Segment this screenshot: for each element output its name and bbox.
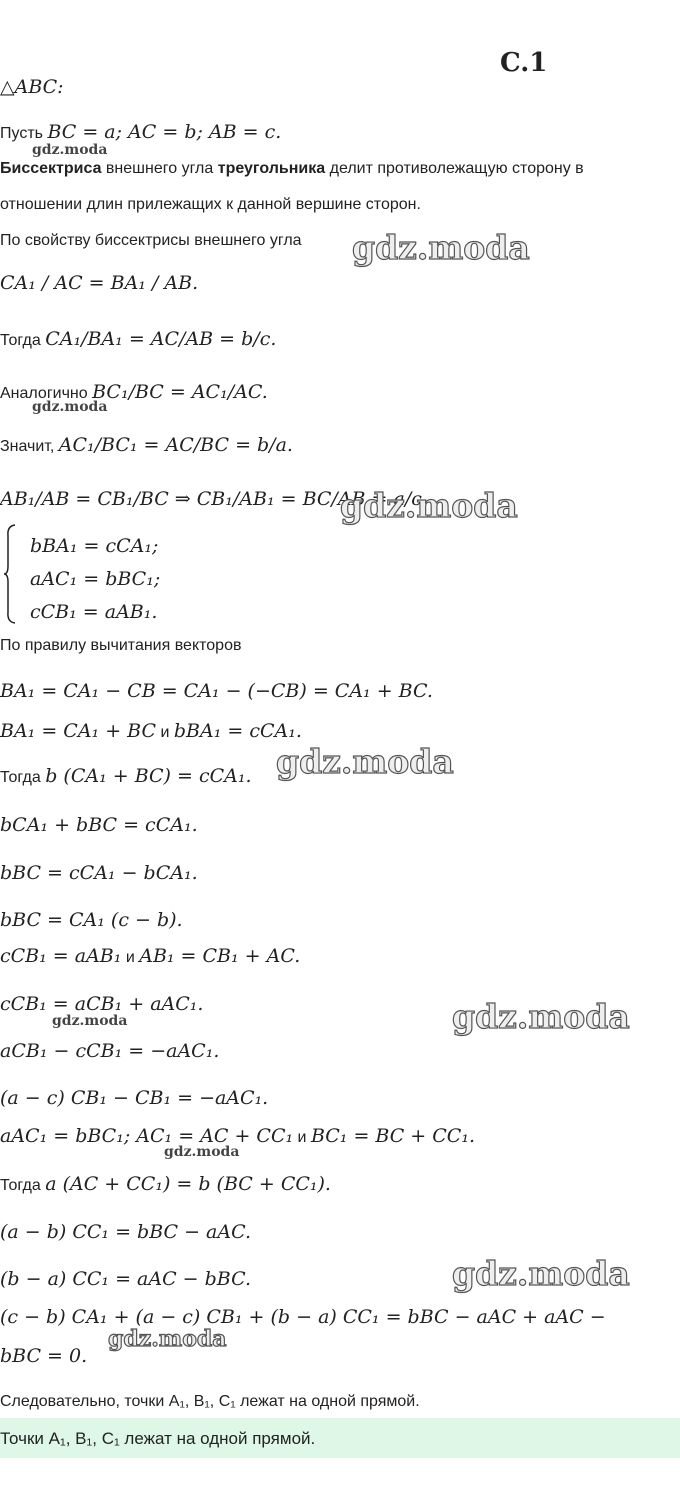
triangle-bold: треугольника — [217, 160, 326, 177]
line-vec7 — [0, 945, 300, 967]
header-fragment: C.1 — [500, 48, 548, 78]
line-vec9: aCB₁ − cCB₁ = −aAC₁. — [0, 1040, 220, 1062]
line-property: По свойству биссектрисы внешнего угла — [0, 232, 302, 249]
system-line-3: cCB₁ = aAB₁. — [30, 601, 158, 623]
line-means — [0, 434, 293, 456]
line-vec3 — [0, 765, 252, 787]
conclusion-text: Следовательно, точки A₁, B₁, C₁ лежат на одной прямой. — [0, 1393, 420, 1410]
vec2-b: bBA₁ = cCA₁. — [173, 720, 302, 742]
line-then1 — [0, 328, 276, 350]
answer-text: Точки A₁, B₁, C₁ лежат на одной прямой. — [0, 1429, 316, 1448]
watermark-logo: gdz.moda — [352, 228, 530, 267]
line-vec8: cCB₁ = aCB₁ + aAC₁. — [0, 993, 204, 1015]
vec3-math: b (CA₁ + BC) = cCA₁. — [45, 765, 252, 787]
vec11-a: aAC₁ = bBC₁; AC₁ = AC + CC₁ — [0, 1125, 294, 1147]
system-line-1: bBA₁ = cCA₁; — [30, 535, 159, 557]
watermark-logo: gdz.moda — [164, 1144, 240, 1160]
vec11-b: BC₁ = BC + CC₁. — [310, 1125, 475, 1147]
system-line-2: aAC₁ = bBC₁; — [30, 568, 161, 590]
vec2-and: и — [156, 724, 174, 741]
watermark-logo: gdz.moda — [52, 1013, 128, 1029]
line-let — [0, 121, 281, 143]
similarly-math: BC₁/BC = AC₁/AC. — [92, 381, 268, 403]
vec11-and: и — [293, 1129, 311, 1146]
vec7-and: и — [121, 949, 140, 966]
line-vec2 — [0, 720, 302, 742]
vec12-text: Тогда — [0, 1177, 46, 1194]
watermark-logo: gdz.moda — [276, 742, 454, 781]
vec7-b: AB₁ = CB₁ + AC. — [139, 945, 301, 967]
means-text: Значит, — [0, 438, 59, 455]
line-bisector — [0, 160, 584, 178]
then1-math: CA₁/BA₁ = AC/AB = b/c. — [45, 328, 277, 350]
watermark-logo: gdz.moda — [32, 399, 108, 415]
line-vec4: bCA₁ + bBC = cCA₁. — [0, 814, 198, 836]
line-vec13: (a − b) CC₁ = bBC − aAC. — [0, 1221, 252, 1243]
vec12-math: a (AC + CC₁) = b (BC + CC₁). — [45, 1173, 331, 1195]
vec7-a: cCB₁ = aAB₁ — [0, 945, 122, 967]
bisector-text2: делит противолежащую сторону в — [325, 160, 584, 177]
similarly-text: Аналогично — [0, 385, 93, 402]
line-triangle: △ABC: — [0, 76, 64, 98]
watermark-logo: gdz.moda — [340, 486, 518, 525]
line-vec6: bBC = CA₁ (c − b). — [0, 909, 183, 931]
line-eq2: AB₁/AB = CB₁/BC ⇒ CB₁/AB₁ = BC/AB = a/c. — [0, 488, 428, 510]
line-vec16: bBC = 0. — [0, 1345, 88, 1367]
line-vec10: (a − c) CB₁ − CB₁ = −aAC₁. — [0, 1087, 269, 1109]
line-conclusion — [0, 1393, 420, 1411]
line-vec15: (c − b) CA₁ + (a − c) CB₁ + (b − a) CC₁ = bBC − aAC + aAC − — [0, 1306, 606, 1328]
line-let-math: BC = a; AC = b; AB = c. — [47, 121, 282, 143]
vec3-text: Тогда — [0, 769, 46, 786]
vec2-a: BA₁ = CA₁ + BC — [0, 720, 157, 742]
line-vec12 — [0, 1173, 331, 1195]
line-vec5: bBC = cCA₁ − bCA₁. — [0, 862, 198, 884]
line-vec1: BA₁ = CA₁ − CB = CA₁ − (−CB) = CA₁ + BC. — [0, 680, 433, 702]
system-brace — [3, 524, 17, 624]
line-ratio: отношении длин прилежащих к данной вершине сторон. — [0, 196, 421, 213]
answer-box — [0, 1418, 680, 1458]
bisector-text1: внешнего угла — [101, 160, 218, 177]
line-subtraction-rule: По правилу вычитания векторов — [0, 637, 242, 654]
watermark-logo: gdz.moda — [452, 1254, 630, 1293]
line-eq1: CA₁ / AC = BA₁ / AB. — [0, 272, 199, 294]
bisector-bold: Биссектриса — [0, 160, 102, 177]
line-vec14: (b − a) CC₁ = aAC − bBC. — [0, 1268, 252, 1290]
watermark-logo: gdz.moda — [108, 1326, 227, 1352]
line-let-text: Пусть — [0, 125, 48, 142]
watermark-logo: gdz.moda — [452, 997, 630, 1036]
means-math: AC₁/BC₁ = AC/BC = b/a. — [58, 434, 293, 456]
then1-text: Тогда — [0, 332, 46, 349]
watermark-logo: gdz.moda — [32, 142, 108, 158]
